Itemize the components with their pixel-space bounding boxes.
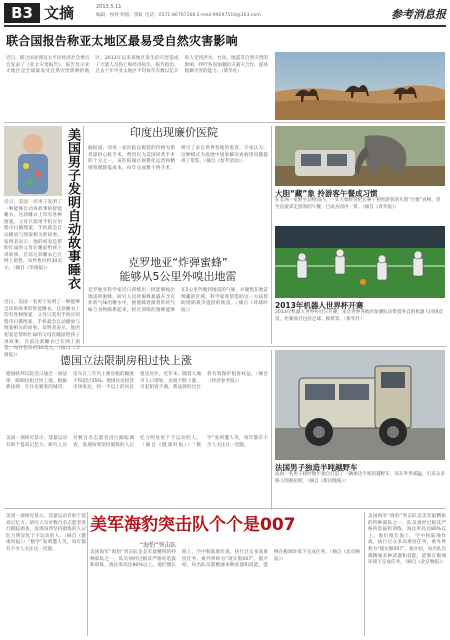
elephant-photo-image bbox=[275, 126, 445, 186]
croatia-headline-line1: 克罗地亚“炸弹蜜蜂” bbox=[128, 256, 228, 269]
robot-photo-image bbox=[275, 226, 445, 298]
seal-left-column: 美国一项研究显示，适量运动有助于提高记忆力。研究人员对数百名志愿者进行跟踪调查，发现每周坚持锻炼的人记忆力明显优于不运动的人。（摘自《健康时报》）“数学”发明遭人笑，每年都有不少人关注这一话题。 bbox=[6, 514, 86, 552]
pajama-photo-image bbox=[4, 126, 62, 196]
india-story-body: 据报道，印度一家医院以极低的价格为患者提供心脏手术，费用仅为美国同类手术的十分之一。该医院通过规模化运营和精细管理降低成本，每年完成数千例手术，吸引了来自世界各地的患者。专家认为，这种模式为发展中国家解决看病贵问题提供了借鉴。（摘自《参考消息》） bbox=[88, 146, 268, 171]
mid-divider bbox=[4, 346, 446, 347]
vertical-headline: 美国男子发明自动故事睡衣 bbox=[65, 128, 80, 290]
mid-vertical-rule bbox=[271, 126, 272, 344]
seal-right-rule bbox=[364, 512, 365, 636]
top-divider bbox=[4, 122, 446, 123]
germany-story-body: 德国联邦议院近日通过一项法律，限制房租过快上涨。根据新法律，在住房紧张的城市，房东在三年内上涨房租的幅度不得超过15%。德国住房租赁市场发达，约一半以上的居民租房居住。近年来，随着大城市人口增加，房租不断上涨，引起租客不满。新法律的出台将有效保护租客权益。（摘自《经济参考报》） bbox=[6, 372, 268, 391]
truck-caption-title: 法国男子独造半吨越野车 bbox=[275, 463, 358, 472]
camels-photo-image bbox=[275, 52, 445, 120]
seal-story-body: 美国海军“海豹”突击队是美军最精锐的特种部队之一，队员须经过极其严格的选拔和训练，淘汰率高达80%以上。他们擅长海上、空中和陆地作战，执行过众多高难度任务，被外界称为“现实版007”。据介绍，每名队员都精通多种武器和技能，能够在极端环境下完成任务。（摘自《北京晚报》） bbox=[90, 550, 360, 569]
croatia-story-body: 克罗地亚科学家近日训练出一批能够嗅出地雷的蜜蜂。研究人员将蜜蜂暴露在含有炸药气味的糖水中，使蜜蜂逐渐将炸药气味与食物联系起来。经过训练的蜜蜂能够在5公里外嗅到地雷的气味，并聚集在地雷埋藏的区域。科学家希望借助这一方法帮助排除战争遗留的地雷。（摘自《环球时报》） bbox=[88, 288, 268, 313]
masthead-rule bbox=[4, 25, 446, 27]
croatia-headline-line2: 能够从5公里外嗅出地雷 bbox=[119, 270, 237, 283]
left-vertical-rule bbox=[83, 126, 84, 344]
elephant-caption-text: 在非洲一家野生动物园内，一头大象经常把长鼻子伸进游客的车窗“讨要”食物，甚至直接拿走游客的午餐，已成为园内一景。（摘自《青年报》） bbox=[275, 198, 441, 210]
lower-vertical-rule bbox=[271, 350, 272, 510]
masthead-editor-line: 编辑：侯钟 组版：殷虹 电话：0571-86767168 E-mail:99297510@163.com bbox=[96, 13, 261, 18]
robot-caption-text: 2013年机器人世界杯近日开赛，来自世界各地的参赛队伍带着各自的机器人同场竞技，比赛项目包括足球、救援等。（新华社） bbox=[275, 310, 443, 322]
seal-story-body-right: 美国海军“海豹”突击队是美军最精锐的特种部队之一，队员须经过极其严格的选拔和训练，淘汰率高达80%以上。他们擅长海上、空中和陆地作战，执行过众多高难度任务，被外界称为“现实版007”。据介绍，每名队员都精通多种武器和技能，能够在极端环境下完成任务。（摘自《北京晚报》） bbox=[368, 514, 447, 566]
paper-name: 参考消息报 bbox=[391, 8, 446, 21]
camels-desert-photo bbox=[275, 52, 445, 120]
top-story-body: 近日，联合国亚洲及太平洋经济社会委员会发表了《亚太灾害报告》，报告显示亚太地区是全球最易受自然灾害影响的地区。2013年以来该地区发生的灾害造成了大量人员伤亡和经济损失。报告指出，过去十年中亚太地区平均每年有数以亿计的人受到洪水、台风、地震等自然灾害的影响，呼吁各国加强防灾减灾合作，提高抵御灾害的能力。（新华社） bbox=[6, 56, 268, 75]
seal-headline: 美军海豹突击队个个是007 bbox=[90, 515, 296, 535]
croatia-headline bbox=[88, 256, 268, 284]
section-code: B3 bbox=[4, 3, 40, 23]
section-name: 文摘 bbox=[44, 4, 75, 22]
india-headline: 印度出现廉价医院 bbox=[130, 126, 218, 139]
robot-caption-title: 2013年机器人世界杯开赛 bbox=[275, 301, 364, 310]
lower-divider bbox=[4, 508, 446, 509]
top-headline: 联合国报告称亚太地区最易受自然灾害影响 bbox=[6, 34, 238, 48]
robot-soccer-photo bbox=[275, 226, 445, 298]
masthead-date: 2013.5.11 bbox=[96, 4, 122, 10]
truck-photo-image bbox=[275, 350, 445, 460]
truck-caption-text: 法国一名男子耗时数年独自打造了一辆重达半吨的越野车，该车外形威猛，引来众多路人围观拍照。（摘自《新民晚报》） bbox=[275, 472, 445, 484]
left-column-lower-body: 近日，美国一名男子发明了一种能够自动讲故事的智能睡衣。这款睡衣上印有各种图案，父母只需用手机应用程序扫描图案，手机就会自动播放与图案相关的故事。发明者表示，他的初衷是帮助忙碌的父母在睡前给孩子讲故事。目前这款睡衣已在网上销售，每件售价约30美元。（摘自《华商报》） bbox=[4, 300, 80, 358]
pajama-story-body: 近日，美国一名男子发明了一种能够自动讲故事的智能睡衣。这款睡衣上印有各种图案，父母只需用手机应用程序扫描图案，手机就会自动播放与图案相关的故事。发明者表示，他的初衷是帮助忙碌的父母在睡前给孩子讲故事。目前这款睡衣已在网上销售，每件售价约30美元。（摘自《华商报》） bbox=[4, 200, 62, 271]
seal-subhead: “海豹”突击队 bbox=[140, 542, 177, 549]
elephant-photo bbox=[275, 126, 445, 186]
left-bottom-body: 美国一项研究显示，适量运动有助于提高记忆力。研究人员对数百名志愿者进行跟踪调查，发现每周坚持锻炼的人记忆力明显优于不运动的人。（摘自《健康时报》）“数学”发明遭人笑，每年都有不少人关注这一话题。 bbox=[6, 436, 268, 448]
germany-headline: 德国立法限制房租过快上涨 bbox=[60, 354, 192, 367]
seal-left-rule bbox=[87, 512, 88, 636]
elephant-caption-title: 大胆“藏”象 拎游客午餐成习惯 bbox=[275, 189, 378, 198]
truck-photo bbox=[275, 350, 445, 460]
pajama-child-photo bbox=[4, 126, 62, 196]
masthead bbox=[0, 0, 450, 26]
